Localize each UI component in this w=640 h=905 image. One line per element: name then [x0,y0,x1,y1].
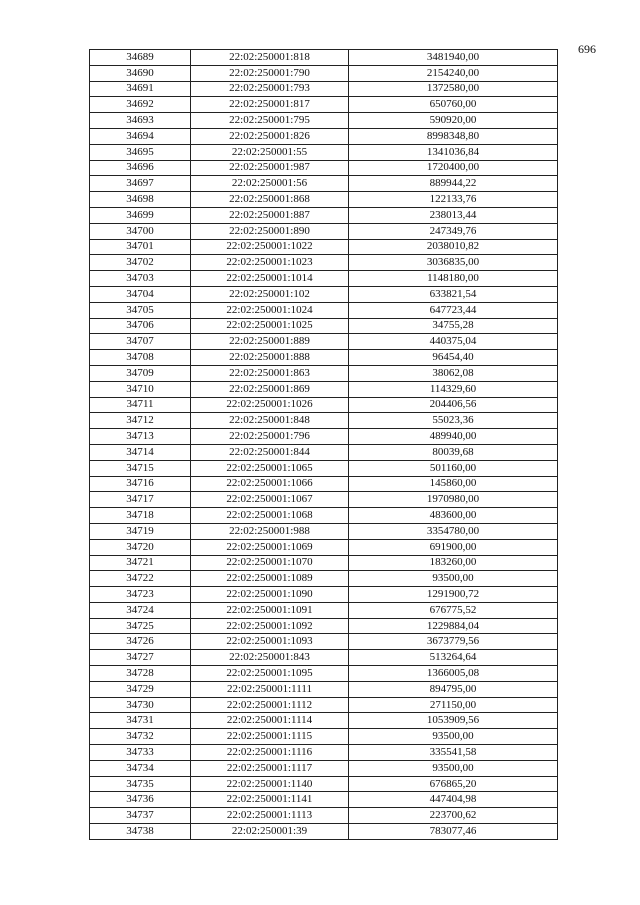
row-number-cell: 34721 [90,555,191,571]
cadastral-number-cell: 22:02:250001:887 [191,207,349,223]
row-number-cell: 34710 [90,381,191,397]
value-cell: 447404,98 [349,792,558,808]
cadastral-number-cell: 22:02:250001:102 [191,286,349,302]
value-cell: 3354780,00 [349,523,558,539]
row-number-cell: 34729 [90,681,191,697]
value-cell: 1366005,08 [349,666,558,682]
row-number-cell: 34718 [90,508,191,524]
value-cell: 1053909,56 [349,713,558,729]
row-number-cell: 34728 [90,666,191,682]
value-cell: 783077,46 [349,824,558,840]
value-cell: 122133,76 [349,192,558,208]
cadastral-number-cell: 22:02:250001:795 [191,113,349,129]
value-cell: 238013,44 [349,207,558,223]
value-cell: 2038010,82 [349,239,558,255]
table-row [90,381,558,397]
value-cell: 183260,00 [349,555,558,571]
table-row [90,350,558,366]
value-cell: 335541,58 [349,745,558,761]
table-row [90,365,558,381]
value-cell: 271150,00 [349,697,558,713]
table-row [90,97,558,113]
value-cell: 114329,60 [349,381,558,397]
cadastral-number-cell: 22:02:250001:1089 [191,571,349,587]
value-cell: 483600,00 [349,508,558,524]
value-cell: 96454,40 [349,350,558,366]
value-cell: 223700,62 [349,808,558,824]
table-row [90,555,558,571]
table-row [90,271,558,287]
table-row [90,302,558,318]
table-row [90,618,558,634]
table-row [90,476,558,492]
value-cell: 3481940,00 [349,50,558,66]
row-number-cell: 34698 [90,192,191,208]
cadastral-number-cell: 22:02:250001:988 [191,523,349,539]
table-row [90,192,558,208]
cadastral-number-cell: 22:02:250001:843 [191,650,349,666]
row-number-cell: 34707 [90,334,191,350]
row-number-cell: 34701 [90,239,191,255]
table-row [90,713,558,729]
value-cell: 204406,56 [349,397,558,413]
value-cell: 2154240,00 [349,65,558,81]
row-number-cell: 34703 [90,271,191,287]
cadastral-number-cell: 22:02:250001:1093 [191,634,349,650]
cadastral-number-cell: 22:02:250001:1116 [191,745,349,761]
row-number-cell: 34708 [90,350,191,366]
value-cell: 55023,36 [349,413,558,429]
table-row [90,397,558,413]
value-cell: 93500,00 [349,571,558,587]
table-row [90,413,558,429]
table-row [90,113,558,129]
row-number-cell: 34731 [90,713,191,729]
row-number-cell: 34717 [90,492,191,508]
table-row [90,681,558,697]
table-row [90,508,558,524]
row-number-cell: 34726 [90,634,191,650]
value-cell: 1372580,00 [349,81,558,97]
cadastral-number-cell: 22:02:250001:1066 [191,476,349,492]
value-cell: 3036835,00 [349,255,558,271]
row-number-cell: 34706 [90,318,191,334]
value-cell: 38062,08 [349,365,558,381]
table-row [90,223,558,239]
value-cell: 889944,22 [349,176,558,192]
cadastral-number-cell: 22:02:250001:1068 [191,508,349,524]
cadastral-number-cell: 22:02:250001:848 [191,413,349,429]
value-cell: 247349,76 [349,223,558,239]
row-number-cell: 34693 [90,113,191,129]
value-cell: 676865,20 [349,776,558,792]
table-row [90,792,558,808]
value-cell: 501160,00 [349,460,558,476]
table-row [90,824,558,840]
row-number-cell: 34732 [90,729,191,745]
registry-table [89,49,558,840]
row-number-cell: 34716 [90,476,191,492]
row-number-cell: 34702 [90,255,191,271]
cadastral-number-cell: 22:02:250001:1065 [191,460,349,476]
table-row [90,65,558,81]
row-number-cell: 34697 [90,176,191,192]
value-cell: 3673779,56 [349,634,558,650]
row-number-cell: 34727 [90,650,191,666]
table-row [90,634,558,650]
row-number-cell: 34709 [90,365,191,381]
value-cell: 1148180,00 [349,271,558,287]
row-number-cell: 34735 [90,776,191,792]
table-row [90,776,558,792]
cadastral-number-cell: 22:02:250001:1113 [191,808,349,824]
cadastral-number-cell: 22:02:250001:1117 [191,760,349,776]
value-cell: 1341036,84 [349,144,558,160]
value-cell: 1720400,00 [349,160,558,176]
row-number-cell: 34714 [90,444,191,460]
table-row [90,460,558,476]
value-cell: 590920,00 [349,113,558,129]
table-row [90,160,558,176]
registry-table-body [90,50,558,840]
cadastral-number-cell: 22:02:250001:1140 [191,776,349,792]
row-number-cell: 34713 [90,429,191,445]
cadastral-number-cell: 22:02:250001:817 [191,97,349,113]
value-cell: 513264,64 [349,650,558,666]
cadastral-number-cell: 22:02:250001:1091 [191,602,349,618]
row-number-cell: 34724 [90,602,191,618]
row-number-cell: 34730 [90,697,191,713]
table-row [90,697,558,713]
table-row [90,539,558,555]
cadastral-number-cell: 22:02:250001:1141 [191,792,349,808]
cadastral-number-cell: 22:02:250001:1026 [191,397,349,413]
value-cell: 1229884,04 [349,618,558,634]
cadastral-number-cell: 22:02:250001:1095 [191,666,349,682]
table-row [90,666,558,682]
cadastral-number-cell: 22:02:250001:1067 [191,492,349,508]
table-row [90,587,558,603]
table-row [90,50,558,66]
row-number-cell: 34719 [90,523,191,539]
value-cell: 647723,44 [349,302,558,318]
value-cell: 145860,00 [349,476,558,492]
table-row [90,128,558,144]
row-number-cell: 34725 [90,618,191,634]
cadastral-number-cell: 22:02:250001:1025 [191,318,349,334]
cadastral-number-cell: 22:02:250001:868 [191,192,349,208]
cadastral-number-cell: 22:02:250001:1022 [191,239,349,255]
cadastral-number-cell: 22:02:250001:889 [191,334,349,350]
row-number-cell: 34689 [90,50,191,66]
row-number-cell: 34712 [90,413,191,429]
table-row [90,81,558,97]
cadastral-number-cell: 22:02:250001:1014 [191,271,349,287]
value-cell: 676775,52 [349,602,558,618]
table-row [90,286,558,302]
row-number-cell: 34711 [90,397,191,413]
value-cell: 93500,00 [349,760,558,776]
row-number-cell: 34704 [90,286,191,302]
cadastral-number-cell: 22:02:250001:56 [191,176,349,192]
cadastral-number-cell: 22:02:250001:1024 [191,302,349,318]
table-row [90,334,558,350]
cadastral-number-cell: 22:02:250001:790 [191,65,349,81]
cadastral-number-cell: 22:02:250001:818 [191,50,349,66]
row-number-cell: 34738 [90,824,191,840]
table-row [90,808,558,824]
row-number-cell: 34692 [90,97,191,113]
row-number-cell: 34737 [90,808,191,824]
cadastral-number-cell: 22:02:250001:1115 [191,729,349,745]
cadastral-number-cell: 22:02:250001:1112 [191,697,349,713]
row-number-cell: 34690 [90,65,191,81]
row-number-cell: 34694 [90,128,191,144]
table-row [90,602,558,618]
cadastral-number-cell: 22:02:250001:890 [191,223,349,239]
value-cell: 650760,00 [349,97,558,113]
value-cell: 1291900,72 [349,587,558,603]
cadastral-number-cell: 22:02:250001:987 [191,160,349,176]
table-row [90,729,558,745]
table-row [90,318,558,334]
cadastral-number-cell: 22:02:250001:1069 [191,539,349,555]
value-cell: 691900,00 [349,539,558,555]
table-row [90,144,558,160]
cadastral-number-cell: 22:02:250001:1092 [191,618,349,634]
table-row [90,239,558,255]
row-number-cell: 34720 [90,539,191,555]
value-cell: 93500,00 [349,729,558,745]
value-cell: 1970980,00 [349,492,558,508]
table-row [90,444,558,460]
cadastral-number-cell: 22:02:250001:1023 [191,255,349,271]
row-number-cell: 34696 [90,160,191,176]
cadastral-number-cell: 22:02:250001:869 [191,381,349,397]
table-row [90,207,558,223]
row-number-cell: 34723 [90,587,191,603]
row-number-cell: 34691 [90,81,191,97]
cadastral-number-cell: 22:02:250001:844 [191,444,349,460]
value-cell: 894795,00 [349,681,558,697]
cadastral-number-cell: 22:02:250001:1114 [191,713,349,729]
value-cell: 8998348,80 [349,128,558,144]
row-number-cell: 34722 [90,571,191,587]
row-number-cell: 34736 [90,792,191,808]
table-row [90,745,558,761]
cadastral-number-cell: 22:02:250001:796 [191,429,349,445]
table-row [90,429,558,445]
row-number-cell: 34705 [90,302,191,318]
cadastral-number-cell: 22:02:250001:888 [191,350,349,366]
value-cell: 80039,68 [349,444,558,460]
table-row [90,523,558,539]
row-number-cell: 34695 [90,144,191,160]
cadastral-number-cell: 22:02:250001:39 [191,824,349,840]
row-number-cell: 34733 [90,745,191,761]
table-row [90,255,558,271]
table-row [90,650,558,666]
cadastral-number-cell: 22:02:250001:1111 [191,681,349,697]
row-number-cell: 34734 [90,760,191,776]
cadastral-number-cell: 22:02:250001:826 [191,128,349,144]
row-number-cell: 34700 [90,223,191,239]
cadastral-number-cell: 22:02:250001:1090 [191,587,349,603]
table-row [90,760,558,776]
cadastral-number-cell: 22:02:250001:1070 [191,555,349,571]
value-cell: 633821,54 [349,286,558,302]
page-number: 696 [578,42,596,56]
value-cell: 34755,28 [349,318,558,334]
value-cell: 440375,04 [349,334,558,350]
cadastral-number-cell: 22:02:250001:863 [191,365,349,381]
table-row [90,571,558,587]
table-row [90,492,558,508]
cadastral-number-cell: 22:02:250001:55 [191,144,349,160]
table-row [90,176,558,192]
cadastral-number-cell: 22:02:250001:793 [191,81,349,97]
row-number-cell: 34699 [90,207,191,223]
value-cell: 489940,00 [349,429,558,445]
row-number-cell: 34715 [90,460,191,476]
